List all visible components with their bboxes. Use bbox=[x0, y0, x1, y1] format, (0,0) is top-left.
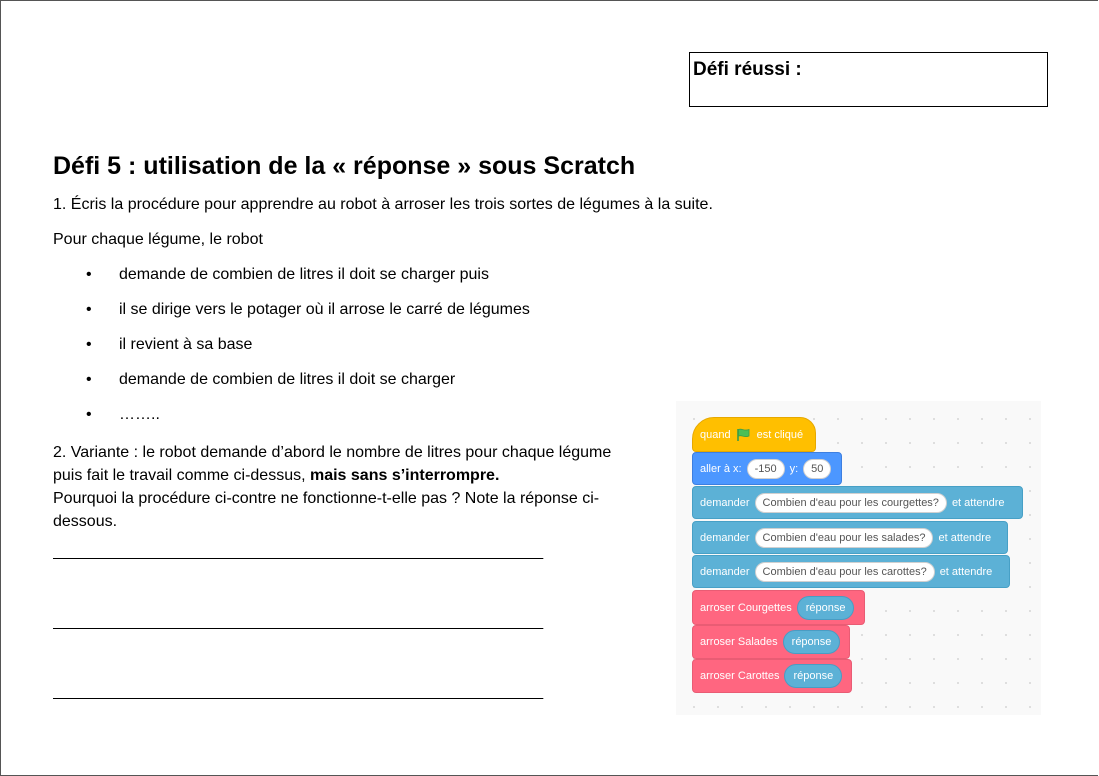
intro-text: Pour chaque légume, le robot bbox=[53, 231, 263, 248]
answer-reporter: réponse bbox=[783, 630, 841, 654]
water-courgettes-block bbox=[692, 590, 865, 625]
bullet-marker: • bbox=[86, 371, 92, 388]
block-label: aller à x: bbox=[700, 462, 742, 475]
x-value: -150 bbox=[747, 459, 785, 479]
answer-reporter: réponse bbox=[784, 664, 842, 688]
ask-and-wait-block bbox=[692, 555, 1010, 588]
block-label: demander bbox=[700, 565, 750, 578]
question-2-text: puis fait le travail comme ci-dessus, bbox=[53, 467, 310, 484]
block-label: y: bbox=[789, 462, 799, 475]
question-2-line: dessous. bbox=[53, 513, 118, 530]
question-1: 1. Écris la procédure pour apprendre au robot à arroser les trois sortes de légumes à la suite. bbox=[53, 196, 713, 213]
answer-reporter: réponse bbox=[797, 596, 855, 620]
block-label: quand bbox=[700, 428, 731, 441]
when-flag-clicked-block bbox=[692, 417, 816, 452]
question-2-line bbox=[53, 464, 653, 487]
water-carottes-block bbox=[692, 659, 852, 693]
y-value: 50 bbox=[803, 459, 831, 479]
ask-and-wait-block bbox=[692, 486, 1023, 519]
block-label: et attendre bbox=[951, 496, 1005, 509]
block-label: demander bbox=[700, 496, 750, 509]
answer-line: ___________________________________________________________ bbox=[53, 613, 543, 630]
list-item: demande de combien de litres il doit se charger puis bbox=[119, 266, 489, 283]
question-input: Combien d'eau pour les courgettes? bbox=[755, 493, 947, 513]
block-label: arroser Carottes bbox=[700, 670, 780, 682]
list-item: il se dirige vers le potager où il arrose le carré de légumes bbox=[119, 301, 530, 318]
ask-and-wait-block bbox=[692, 521, 1008, 554]
block-label: arroser Salades bbox=[700, 636, 778, 648]
success-box bbox=[689, 52, 1048, 107]
page-title: Défi 5 : utilisation de la « réponse » sous Scratch bbox=[53, 152, 636, 180]
question-2-line: Pourquoi la procédure ci-contre ne fonctionne-t-elle pas ? Note la réponse ci- bbox=[53, 490, 600, 507]
question-2-line: 2. Variante : le robot demande d’abord le nombre de litres pour chaque légume bbox=[53, 444, 612, 461]
block-label: arroser Courgettes bbox=[700, 601, 792, 614]
block-label: est cliqué bbox=[756, 428, 804, 441]
goto-xy-block bbox=[692, 452, 842, 485]
success-label: Défi réussi : bbox=[693, 59, 802, 80]
list-item: demande de combien de litres il doit se charger bbox=[119, 371, 456, 388]
block-label: demander bbox=[700, 531, 750, 544]
bullet-marker: • bbox=[86, 336, 92, 353]
list-item: …….. bbox=[119, 406, 160, 423]
answer-line: ___________________________________________________________ bbox=[53, 543, 543, 560]
bullet-marker: • bbox=[86, 266, 92, 283]
block-label: et attendre bbox=[938, 531, 992, 544]
bullet-marker: • bbox=[86, 301, 92, 318]
question-2-bold: mais sans s’interrompre. bbox=[309, 467, 500, 484]
question-input: Combien d'eau pour les salades? bbox=[755, 528, 934, 548]
water-salades-block bbox=[692, 625, 850, 659]
question-input: Combien d'eau pour les carottes? bbox=[755, 562, 935, 582]
list-item: il revient à sa base bbox=[119, 336, 253, 353]
question-2 bbox=[53, 441, 653, 533]
green-flag-icon bbox=[736, 428, 752, 442]
block-label: et attendre bbox=[939, 565, 993, 578]
scratch-script-panel bbox=[676, 401, 1041, 715]
bullet-marker: • bbox=[86, 406, 92, 423]
answer-line: ___________________________________________________________ bbox=[53, 683, 543, 700]
